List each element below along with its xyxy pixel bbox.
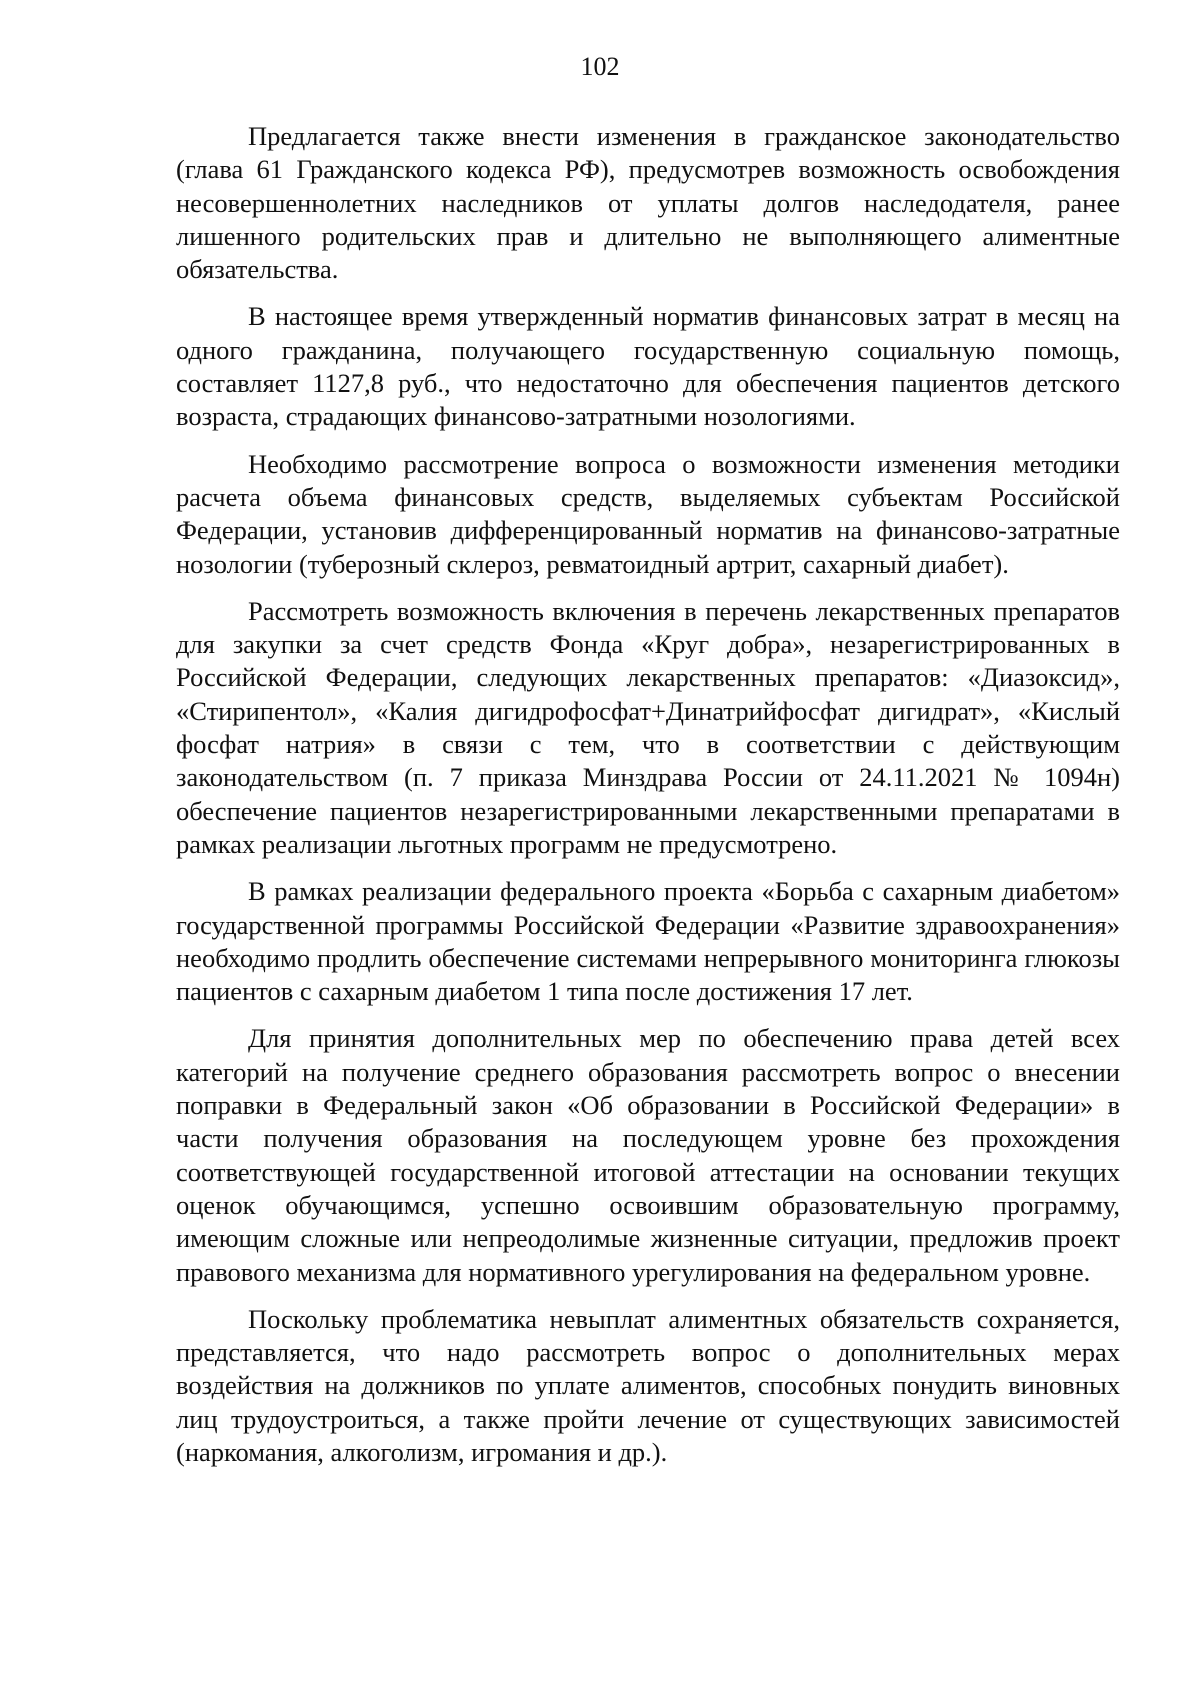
paragraph-4: Рассмотреть возможность включения в перечень лекарственных препаратов для закупки за счет средств Фонда «Круг добра», незарегистрированных в Российской Федерации, следующих лекарственных препаратов: «Диазоксид», «Стирипентол», «Калия дигидрофосфат+Динатрийфосфат дигидрат», «Кислый фосфат натрия» в связи с тем, что в соответствии с действующим законодательством (п. 7 приказа Минздрава России от 24.11.2021 № 1094н) обеспечение пациентов незарегистрированными лекарственными препаратами в рамках реализации льготных программ не предусмотрено. — [176, 595, 1120, 859]
paragraph-5: В рамках реализации федерального проекта «Борьба с сахарным диабетом» государственной программы Российской Федерации «Развитие здравоохранения» необходимо продлить обеспечение системами непрерывного мониторинга глюкозы пациентов с сахарным диабетом 1 типа после достижения 17 лет. — [176, 876, 1120, 1007]
paragraph-7: Поскольку проблематика невыплат алиментных обязательств сохраняется, представляется, что надо рассмотреть вопрос о дополнительных мерах воздействия на должников по уплате алиментов, способных понудить виновных лиц трудоустроиться, а также пройти лечение от существующих зависимостей (наркомания, алкоголизм, игромания и др.). — [176, 1303, 1120, 1467]
document-body — [176, 120, 1120, 1483]
page-number: 102 — [580, 52, 620, 81]
paragraph-6: Для принятия дополнительных мер по обеспечению права детей всех категорий на получение среднего образования рассмотреть вопрос о внесении поправки в Федеральный закон «Об образовании в Российской Федерации» в части получения образования на последующем уровне без прохождения соответствующей государственной итоговой аттестации на основании текущих оценок обучающимся, успешно освоившим образовательную программу, имеющим сложные или непреодолимые жизненные ситуации, предложив проект правового механизма для нормативного урегулирования на федеральном уровне. — [176, 1023, 1120, 1287]
paragraph-3: Необходимо рассмотрение вопроса о возможности изменения методики расчета объема финансовых средств, выделяемых субъектам Российской Федерации, установив дифференцированный норматив на финансово-затратные нозологии (туберозный склероз, ревматоидный артрит, сахарный диабет). — [176, 448, 1120, 579]
paragraph-1: Предлагается также внести изменения в гражданское законодательство (глава 61 Гражданского кодекса РФ), предусмотрев возможность освобождения несовершеннолетних наследников от уплаты долгов наследодателя, ранее лишенного родительских прав и длительно не выполняющего алиментные обязательства. — [176, 121, 1120, 285]
paragraph-2: В настоящее время утвержденный норматив финансовых затрат в месяц на одного гражданина, получающего государственную социальную помощь, составляет 1127,8 руб., что недостаточно для обеспечения пациентов детского возраста, страдающих финансово-затратными нозологиями. — [176, 301, 1120, 432]
